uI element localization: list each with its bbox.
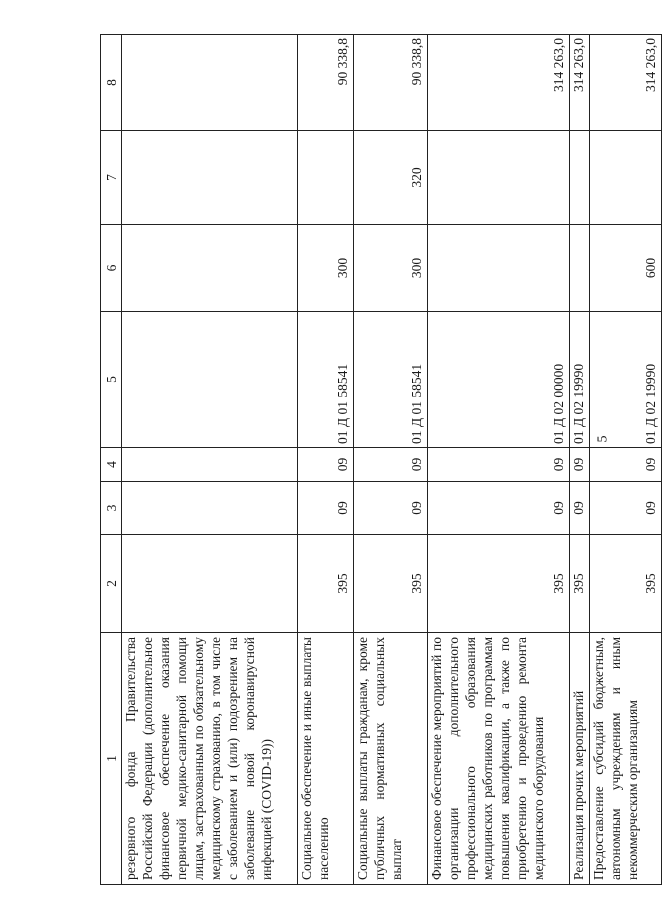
cell-c5: 01 Д 02 00000: [428, 312, 570, 448]
cell-c7: [298, 131, 354, 225]
cell-c2: 395: [428, 535, 570, 633]
table-row: [428, 35, 570, 885]
cell-c7: 320: [354, 131, 428, 225]
row-name-cell: Финансовое обеспечение мероприятий по организации дополнительного профессионального образования медицинских работников по программам повышения квалификации, а также по приобретению и проведению ремонта медицинского оборудования: [428, 633, 570, 885]
header-cell: 8: [101, 35, 122, 131]
cell-c6: 600: [590, 225, 662, 312]
table-row: [570, 35, 590, 885]
cell-c2: [122, 535, 298, 633]
cell-c8: [122, 35, 298, 131]
header-cell: 5: [101, 312, 122, 448]
header-cell: 6: [101, 225, 122, 312]
cell-c4: 09: [428, 448, 570, 482]
budget-table: [100, 34, 662, 885]
cell-c4: 09: [298, 448, 354, 482]
cell-c4: 09: [570, 448, 590, 482]
header-cell: 3: [101, 482, 122, 535]
cell-c4: 09: [590, 448, 662, 482]
cell-c5: 01 Д 02 19990: [590, 312, 662, 448]
cell-c6: 300: [298, 225, 354, 312]
cell-c7: [590, 131, 662, 225]
cell-c3: 09: [570, 482, 590, 535]
cell-c2: 395: [298, 535, 354, 633]
cell-c3: [122, 482, 298, 535]
cell-c3: 09: [354, 482, 428, 535]
cell-c2: 395: [354, 535, 428, 633]
cell-c8: 314 263,0: [428, 35, 570, 131]
cell-c7: [428, 131, 570, 225]
header-cell: 7: [101, 131, 122, 225]
table-row: [354, 35, 428, 885]
cell-c8: 90 338,8: [354, 35, 428, 131]
cell-c2: 395: [570, 535, 590, 633]
cell-c2: 395: [590, 535, 662, 633]
cell-c6: 300: [354, 225, 428, 312]
table-row: [122, 35, 298, 885]
row-name-cell: Предоставление субсидий бюджетным, автономным учреждениям и иным некоммерческим организациям: [590, 633, 662, 885]
row-name-cell: Реализация прочих мероприятий: [570, 633, 590, 885]
cell-c5: 01 Д 01 58541: [298, 312, 354, 448]
table-header-row: [101, 35, 122, 885]
cell-c6: [428, 225, 570, 312]
header-cell: 4: [101, 448, 122, 482]
cell-c8: 314 263,0: [590, 35, 662, 131]
row-name-cell: резервного фонда Правительства Российской Федерации (дополнительное финансовое обеспечение оказания первичной медико-санитарной помощи лицам, застрахованным по обязательному медицинскому страхованию, в том числе с заболеванием и (или) подозрением на заболевание новой коронавирусной инфекцией (COVID-19)): [122, 633, 298, 885]
cell-c5: 01 Д 02 19990: [570, 312, 590, 448]
table-row: [590, 35, 662, 885]
cell-c8: 314 263,0: [570, 35, 590, 131]
cell-c4: [122, 448, 298, 482]
header-cell: 2: [101, 535, 122, 633]
cell-c6: [122, 225, 298, 312]
table-row: [298, 35, 354, 885]
cell-c7: [122, 131, 298, 225]
cell-c3: 09: [590, 482, 662, 535]
cell-c5: 01 Д 01 58541: [354, 312, 428, 448]
cell-c5: [122, 312, 298, 448]
cell-c6: [570, 225, 590, 312]
cell-c3: 09: [428, 482, 570, 535]
rotated-table-container: [100, 35, 658, 885]
row-name-cell: Социальные выплаты гражданам, кроме публичных нормативных социальных выплат: [354, 633, 428, 885]
cell-c8: 90 338,8: [298, 35, 354, 131]
cell-c4: 09: [354, 448, 428, 482]
cell-c3: 09: [298, 482, 354, 535]
row-name-cell: Социальное обеспечение и иные выплаты населению: [298, 633, 354, 885]
page-number: 5: [595, 435, 611, 443]
header-cell: 1: [101, 633, 122, 885]
cell-c7: [570, 131, 590, 225]
